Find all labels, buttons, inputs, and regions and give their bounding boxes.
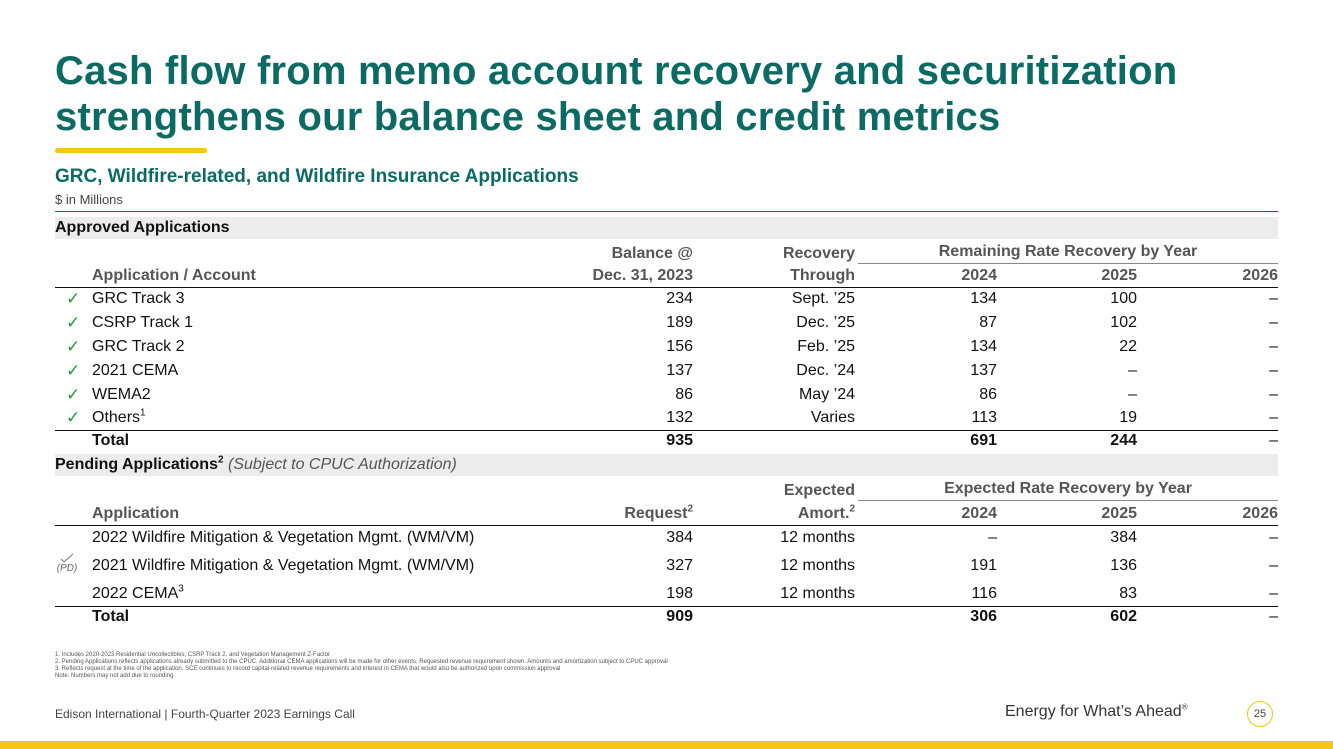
- header-remaining-recovery-group: Remaining Rate Recovery by Year: [938, 243, 1198, 260]
- units-label: $ in Millions: [55, 192, 123, 207]
- header-account: Application / Account: [92, 267, 256, 284]
- row-through: Dec. ’25: [796, 314, 855, 331]
- row-name: GRC Track 2: [92, 338, 185, 355]
- row-2024: 116: [971, 585, 997, 602]
- row-request: 384: [666, 529, 693, 546]
- row-name: GRC Track 3: [92, 290, 185, 307]
- row-balance: 86: [675, 386, 693, 403]
- total-2025: 602: [1110, 608, 1137, 625]
- header-2024: 2024: [961, 267, 997, 284]
- row-2026: –: [1269, 338, 1278, 355]
- bottom-accent-bar: [0, 741, 1333, 749]
- table-subtitle: GRC, Wildfire-related, and Wildfire Insurance Applications: [55, 166, 579, 187]
- row-2026: –: [1269, 290, 1278, 307]
- header-request: Request: [624, 505, 688, 522]
- pending-section-header: [55, 454, 1278, 476]
- total-2024: 691: [970, 432, 997, 449]
- header-request-wrap: [540, 503, 693, 525]
- footnote: 1. Includes 2020-2023 Residential Uncollectibles, CSRP Track 2, and Vegetation Management Z-Factor: [55, 652, 331, 658]
- row-name: Others: [92, 409, 141, 426]
- row-2024: 191: [970, 557, 997, 574]
- footnotes: [55, 652, 668, 680]
- check-icon: ✓: [66, 313, 81, 332]
- row-2025: 384: [1110, 529, 1137, 546]
- footnote: Note: Numbers may not add due to rounding: [55, 673, 174, 679]
- row-amort: 12 months: [780, 585, 855, 602]
- title-underline: [55, 148, 207, 153]
- total-request: 909: [666, 608, 693, 625]
- row-2024: –: [988, 529, 997, 546]
- pending-section-label: Pending Applications: [55, 456, 218, 473]
- row-balance: 234: [666, 290, 693, 307]
- row-2026: –: [1269, 314, 1278, 331]
- row-2024: 134: [970, 338, 997, 355]
- total-2026: –: [1269, 608, 1278, 625]
- approved-section-label: Approved Applications: [55, 219, 230, 236]
- header-2024: 2024: [961, 505, 997, 522]
- pen-check-icon: [60, 553, 74, 563]
- registered-mark: ®: [1181, 702, 1188, 712]
- check-icon: ✓: [66, 385, 81, 404]
- row-2025: 100: [1110, 290, 1137, 307]
- pending-section-note: (Subject to CPUC Authorization): [227, 456, 457, 473]
- row-2024: 137: [970, 362, 997, 379]
- pd-label: (PD): [56, 563, 78, 574]
- row-balance: 156: [666, 338, 693, 355]
- footnote: 3. Reflects request at the time of the application. SCE continues to record capital-related revenue requirements and interest in CEMA that would also be authorized upon commission approval: [55, 666, 561, 672]
- footer-company: Edison International | Fourth-Quarter 2023 Earnings Call: [55, 707, 355, 721]
- row-2026: –: [1269, 386, 1278, 403]
- header-balance-line1: Balance @: [611, 245, 693, 262]
- table-top-rule: [55, 211, 1278, 212]
- check-icon: ✓: [66, 337, 81, 356]
- row-name-wrap: [92, 583, 184, 605]
- footnote-ref: 2: [687, 503, 693, 515]
- header-2025: 2025: [1101, 505, 1137, 522]
- total-2024: 306: [970, 608, 997, 625]
- row-2025: –: [1128, 362, 1137, 379]
- row-2026: –: [1269, 409, 1278, 426]
- row-2025: 19: [1119, 409, 1137, 426]
- row-2024: 87: [979, 314, 997, 331]
- total-label: Total: [92, 608, 130, 625]
- header-expected-recovery-group: Expected Rate Recovery by Year: [944, 480, 1192, 497]
- header-balance-line2: Dec. 31, 2023: [592, 267, 693, 284]
- row-balance: 189: [666, 314, 693, 331]
- header-amort-line1: Expected: [783, 482, 855, 499]
- row-through: Sept. ’25: [791, 290, 855, 307]
- header-amort-line2: Amort.: [797, 505, 850, 522]
- header-group-rule: [858, 263, 1278, 264]
- check-icon: ✓: [66, 289, 81, 308]
- total-label: Total: [92, 432, 130, 449]
- page-number: 25: [1247, 701, 1273, 727]
- header-2025: 2025: [1101, 267, 1137, 284]
- header-2026: 2026: [1242, 267, 1278, 284]
- footer-tagline-wrap: [1005, 703, 1188, 721]
- header-recovery-line2: Through: [790, 267, 855, 284]
- header-group-rule: [858, 500, 1278, 501]
- row-name: 2021 CEMA: [92, 362, 179, 379]
- check-icon: ✓: [66, 361, 81, 380]
- row-through: Dec. ’24: [796, 362, 855, 379]
- row-through: Feb. ’25: [797, 338, 855, 355]
- row-2024: 113: [971, 409, 997, 426]
- row-through: May ’24: [798, 386, 855, 403]
- row-2026: –: [1269, 557, 1278, 574]
- row-2024: 86: [979, 386, 997, 403]
- row-name: 2022 CEMA: [92, 585, 179, 602]
- row-name: CSRP Track 1: [92, 314, 194, 331]
- row-2025: 102: [1110, 314, 1137, 331]
- row-request: 198: [666, 585, 693, 602]
- row-balance: 137: [666, 362, 693, 379]
- header-recovery-line1: Recovery: [782, 245, 855, 262]
- row-name: 2022 Wildfire Mitigation & Vegetation Mgmt. (WM/VM): [92, 529, 475, 546]
- row-name-wrap: [92, 407, 146, 429]
- row-amort: 12 months: [780, 557, 855, 574]
- approved-section-header: [55, 217, 1278, 239]
- row-2025: 136: [1110, 557, 1137, 574]
- row-name: WEMA2: [92, 386, 151, 403]
- header-2026: 2026: [1242, 505, 1278, 522]
- row-request: 327: [666, 557, 693, 574]
- total-2025: 244: [1110, 432, 1137, 449]
- row-2026: –: [1269, 529, 1278, 546]
- proposed-decision-marker: [55, 553, 79, 574]
- row-2026: –: [1269, 362, 1278, 379]
- page-title: Cash flow from memo account recovery and securitization strengthens our balance sheet and credit metrics: [55, 49, 1178, 139]
- row-balance: 132: [666, 409, 693, 426]
- footnote-ref: 1: [140, 407, 146, 419]
- footer-tagline: Energy for What’s Ahead: [1005, 703, 1182, 720]
- row-2026: –: [1269, 585, 1278, 602]
- row-through: Varies: [810, 409, 855, 426]
- row-amort: 12 months: [780, 529, 855, 546]
- footnote-ref: 2: [849, 503, 855, 515]
- row-2025: 83: [1119, 585, 1137, 602]
- total-2026: –: [1269, 432, 1278, 449]
- total-balance: 935: [666, 432, 693, 449]
- header-amort-wrap: [740, 503, 855, 525]
- header-application: Application: [92, 505, 180, 522]
- footnote-ref: 2: [217, 454, 224, 466]
- row-2025: 22: [1119, 338, 1137, 355]
- row-2024: 134: [970, 290, 997, 307]
- header-bottom-rule: [55, 525, 1278, 526]
- check-icon: ✓: [66, 408, 81, 427]
- footnote-ref: 3: [178, 583, 184, 595]
- footnote: 2. Pending Applications reflects applications already submitted to the CPUC. Additional CEMA applications will be made for other events. Requested revenue requirement shown. Amounts and amortization subject to CPUC approval: [55, 659, 668, 665]
- row-2025: –: [1128, 386, 1137, 403]
- row-name: 2021 Wildfire Mitigation & Vegetation Mgmt. (WM/VM): [92, 557, 475, 574]
